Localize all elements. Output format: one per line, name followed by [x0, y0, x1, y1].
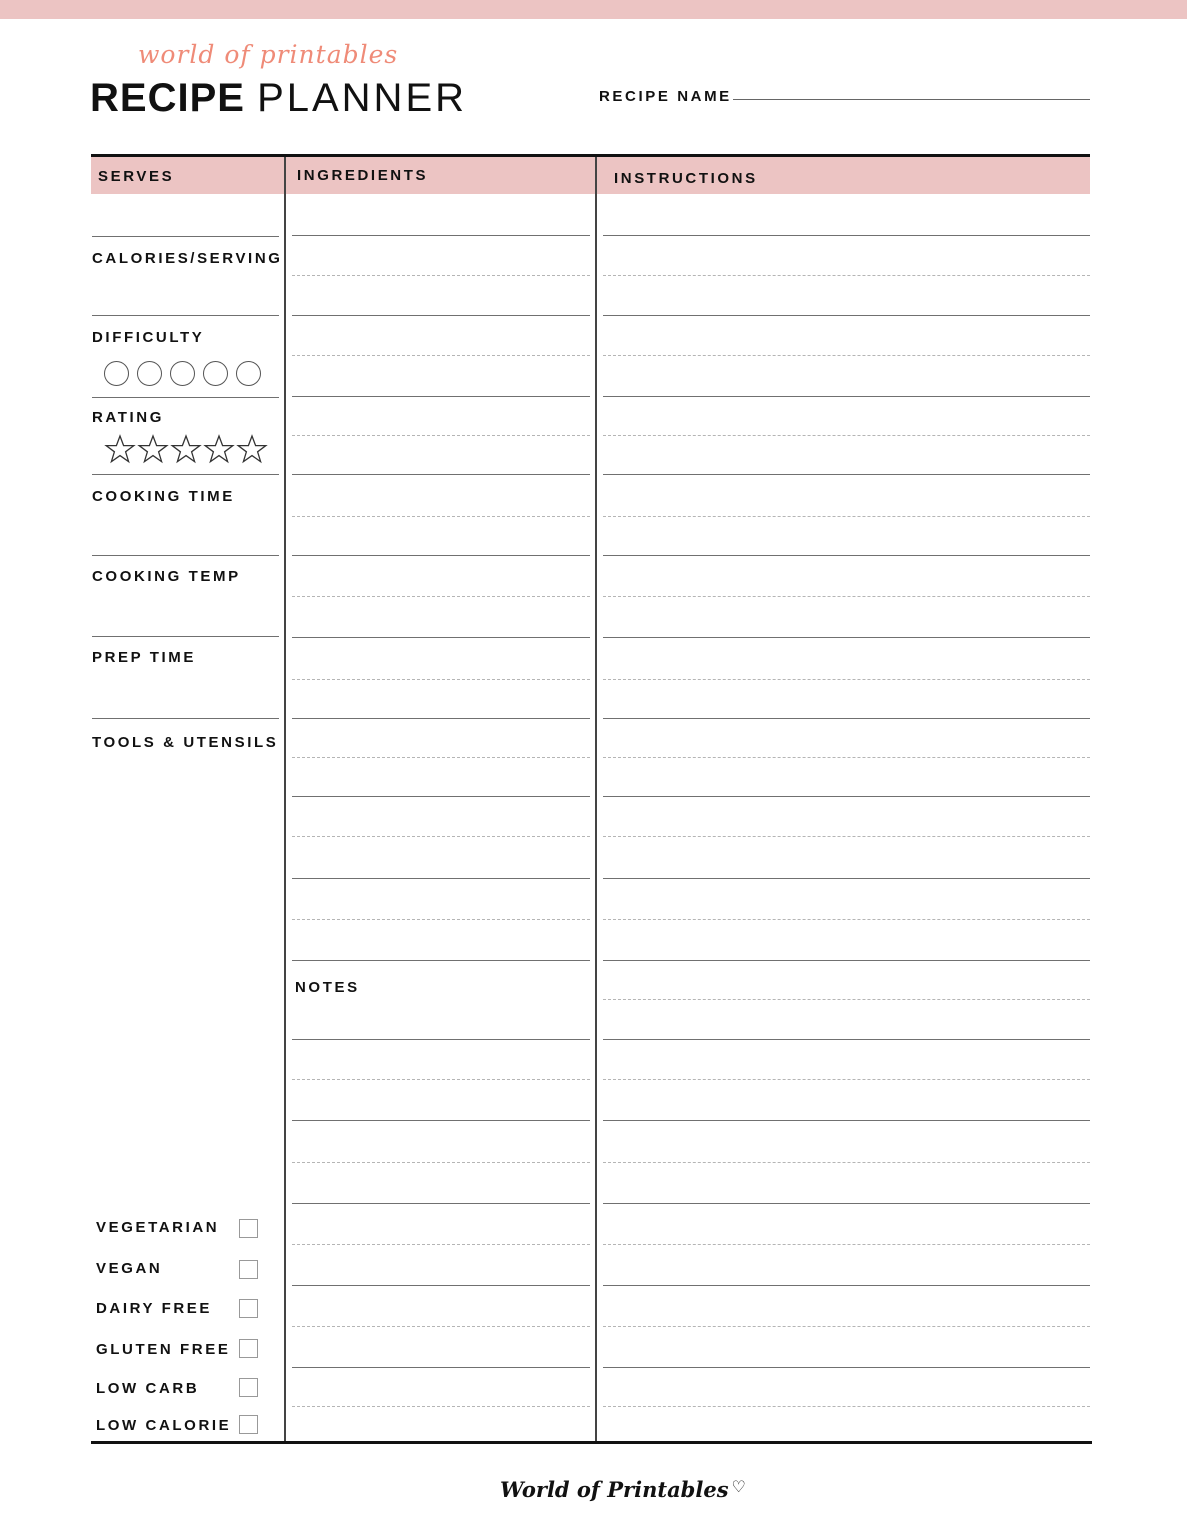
rating-stars	[104, 433, 268, 465]
prep-time-label: PREP TIME	[92, 649, 196, 666]
instruction-line[interactable]	[603, 1285, 1090, 1286]
notes-line[interactable]	[292, 1367, 590, 1368]
checkbox-vegan[interactable]	[239, 1260, 258, 1279]
recipe-name-field[interactable]	[733, 99, 1090, 100]
table-bottom-border	[91, 1441, 1092, 1444]
notes-guide	[292, 1326, 590, 1327]
instruction-guide	[603, 1079, 1090, 1080]
column-divider-right	[595, 157, 597, 1442]
ingredients-header: INGREDIENTS	[297, 167, 429, 184]
ingredient-guide	[292, 836, 590, 837]
ingredient-line[interactable]	[292, 555, 590, 556]
brand-script-logo: world of printables	[138, 40, 399, 69]
instruction-line[interactable]	[603, 555, 1090, 556]
ingredient-line[interactable]	[292, 637, 590, 638]
instruction-line[interactable]	[603, 1039, 1090, 1040]
diet-label-low-carb: LOW CARB	[96, 1380, 200, 1397]
instruction-guide	[603, 919, 1090, 920]
checkbox-low-carb[interactable]	[239, 1378, 258, 1397]
cooking-temp-label: COOKING TEMP	[92, 568, 241, 585]
ingredient-guide	[292, 435, 590, 436]
rating-divider	[92, 474, 279, 475]
instruction-line[interactable]	[603, 637, 1090, 638]
diet-label-dairy-free: DAIRY FREE	[96, 1300, 213, 1317]
ingredient-line[interactable]	[292, 960, 590, 961]
footer-logo	[500, 1477, 746, 1502]
notes-guide	[292, 1406, 590, 1407]
instruction-line[interactable]	[603, 878, 1090, 879]
ingredient-line[interactable]	[292, 718, 590, 719]
instruction-guide	[603, 1244, 1090, 1245]
notes-line[interactable]	[292, 1120, 590, 1121]
page-title-light: PLANNER	[257, 76, 468, 120]
instruction-line[interactable]	[603, 1367, 1090, 1368]
difficulty-circle-2[interactable]	[137, 361, 162, 386]
ingredient-line[interactable]	[292, 796, 590, 797]
ingredient-line[interactable]	[292, 396, 590, 397]
star-icon[interactable]	[170, 433, 202, 465]
difficulty-circle-1[interactable]	[104, 361, 129, 386]
instruction-guide	[603, 679, 1090, 680]
cooking-time-field[interactable]	[92, 555, 279, 556]
column-divider-left	[284, 157, 286, 1442]
page-title	[90, 76, 467, 120]
checkbox-gluten-free[interactable]	[239, 1339, 258, 1358]
instruction-line[interactable]	[603, 960, 1090, 961]
difficulty-circle-5[interactable]	[236, 361, 261, 386]
instruction-guide	[603, 1406, 1090, 1407]
difficulty-circle-4[interactable]	[203, 361, 228, 386]
prep-time-field[interactable]	[92, 718, 279, 719]
calories-serving-field[interactable]	[92, 315, 279, 316]
calories-serving-label: CALORIES/SERVING	[92, 250, 283, 267]
ingredient-line[interactable]	[292, 235, 590, 236]
notes-line[interactable]	[292, 1203, 590, 1204]
instruction-guide	[603, 516, 1090, 517]
serves-header: SERVES	[98, 168, 175, 185]
ingredient-guide	[292, 757, 590, 758]
instruction-guide	[603, 596, 1090, 597]
instruction-line[interactable]	[603, 315, 1090, 316]
diet-label-vegetarian: VEGETARIAN	[96, 1219, 220, 1236]
cooking-time-label: COOKING TIME	[92, 488, 235, 505]
serves-field[interactable]	[92, 236, 279, 237]
instruction-line[interactable]	[603, 1203, 1090, 1204]
ingredient-guide	[292, 516, 590, 517]
diet-label-vegan: VEGAN	[96, 1260, 163, 1277]
star-icon[interactable]	[236, 433, 268, 465]
ingredient-guide	[292, 275, 590, 276]
notes-label: NOTES	[295, 979, 360, 996]
instruction-line[interactable]	[603, 1120, 1090, 1121]
ingredient-line[interactable]	[292, 878, 590, 879]
footer-logo-text: World of Printables	[500, 1477, 729, 1502]
ingredient-line[interactable]	[292, 474, 590, 475]
instruction-line[interactable]	[603, 474, 1090, 475]
top-accent-band	[0, 0, 1187, 19]
notes-guide	[292, 1079, 590, 1080]
instruction-line[interactable]	[603, 718, 1090, 719]
recipe-name-label: RECIPE NAME	[599, 88, 732, 105]
instruction-line[interactable]	[603, 396, 1090, 397]
checkbox-vegetarian[interactable]	[239, 1219, 258, 1238]
difficulty-divider	[92, 397, 279, 398]
instruction-line[interactable]	[603, 796, 1090, 797]
ingredient-guide	[292, 596, 590, 597]
tools-utensils-label: TOOLS & UTENSILS	[92, 734, 279, 751]
instruction-line[interactable]	[603, 235, 1090, 236]
ingredient-guide	[292, 355, 590, 356]
rating-label: RATING	[92, 409, 164, 426]
instruction-guide	[603, 757, 1090, 758]
instruction-guide	[603, 275, 1090, 276]
star-icon[interactable]	[104, 433, 136, 465]
star-icon[interactable]	[137, 433, 169, 465]
ingredient-guide	[292, 679, 590, 680]
notes-guide	[292, 1162, 590, 1163]
notes-guide	[292, 1244, 590, 1245]
difficulty-label: DIFFICULTY	[92, 329, 205, 346]
ingredient-line[interactable]	[292, 315, 590, 316]
instruction-guide	[603, 355, 1090, 356]
diet-label-low-calorie: LOW CALORIE	[96, 1417, 232, 1434]
star-icon[interactable]	[203, 433, 235, 465]
checkbox-dairy-free[interactable]	[239, 1299, 258, 1318]
page-title-bold: RECIPE	[90, 76, 245, 120]
difficulty-circles	[104, 361, 261, 386]
instruction-guide	[603, 1326, 1090, 1327]
notes-line[interactable]	[292, 1285, 590, 1286]
instructions-header: INSTRUCTIONS	[614, 170, 758, 187]
heart-icon: ♡	[731, 1477, 746, 1496]
checkbox-low-calorie[interactable]	[239, 1415, 258, 1434]
notes-line[interactable]	[292, 1039, 590, 1040]
difficulty-circle-3[interactable]	[170, 361, 195, 386]
diet-label-gluten-free: GLUTEN FREE	[96, 1341, 231, 1358]
instruction-guide	[603, 999, 1090, 1000]
instruction-guide	[603, 836, 1090, 837]
ingredient-guide	[292, 919, 590, 920]
instruction-guide	[603, 1162, 1090, 1163]
instruction-guide	[603, 435, 1090, 436]
cooking-temp-field[interactable]	[92, 636, 279, 637]
